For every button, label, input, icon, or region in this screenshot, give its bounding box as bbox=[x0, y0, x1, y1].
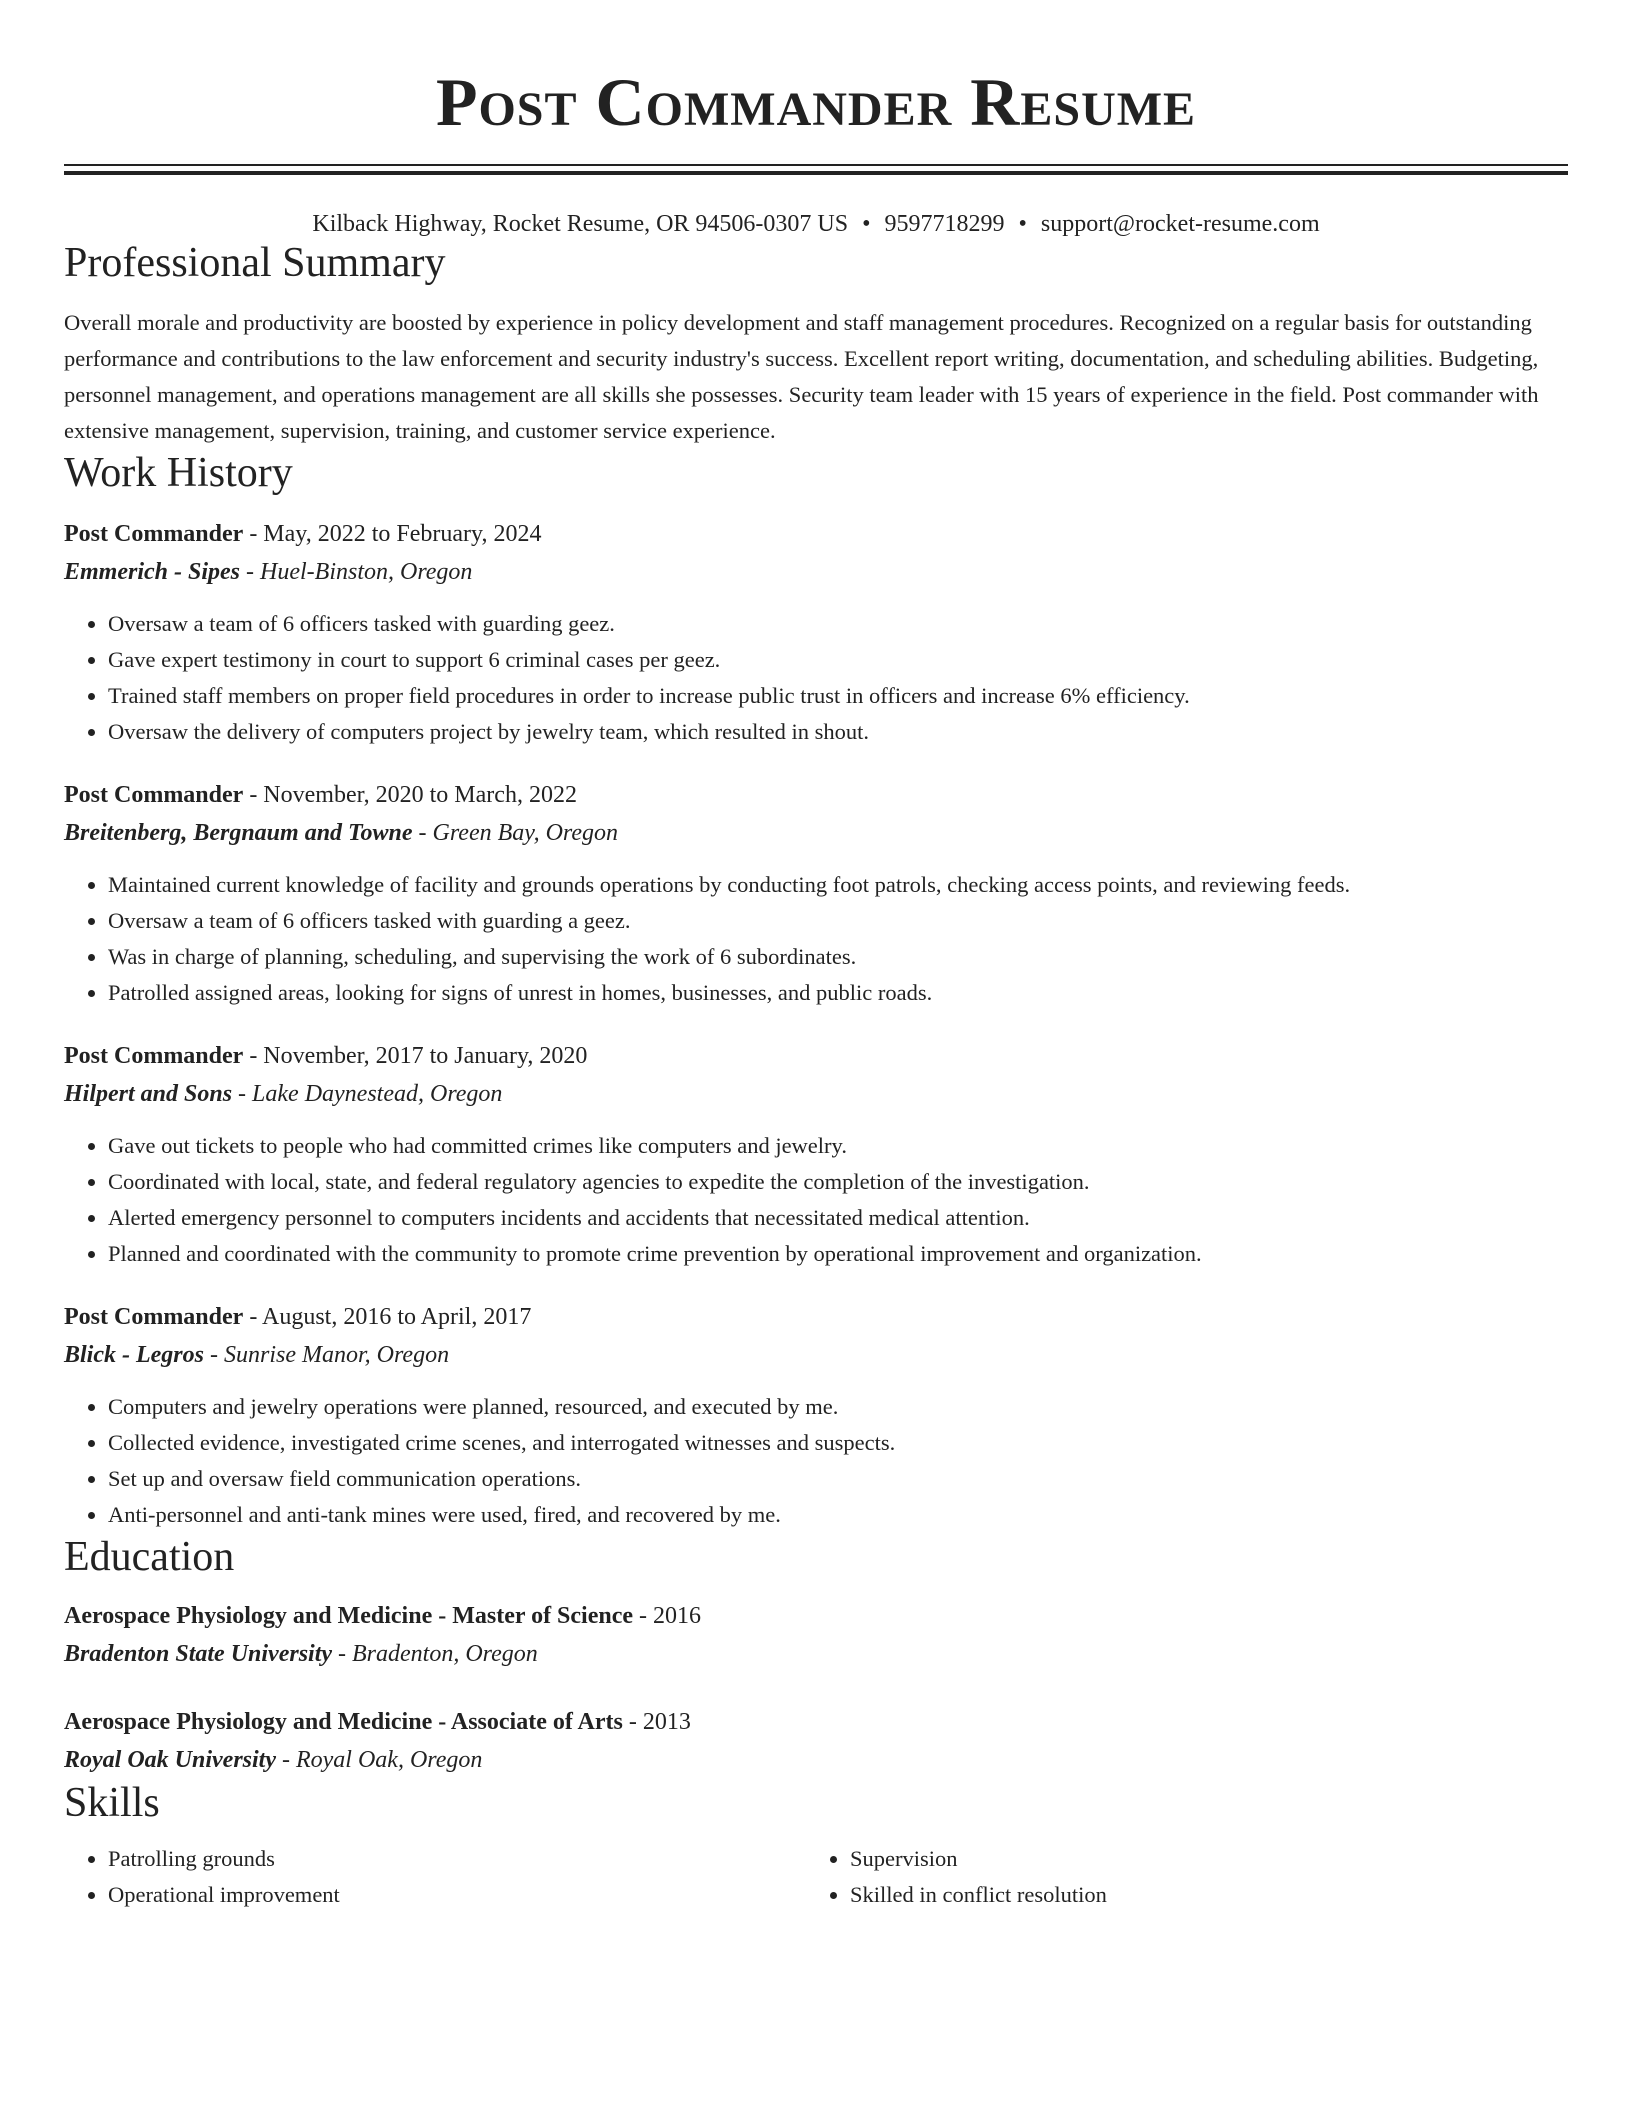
education-entry bbox=[64, 1703, 1568, 1779]
employer-name: Hilpert and Sons bbox=[64, 1081, 233, 1107]
school-line bbox=[64, 1635, 1568, 1673]
employer-name: Emmerich - Sipes bbox=[64, 559, 241, 585]
job-bullet: • Coordinated with local, state, and federal regulatory agencies to expedite the completion of the investigation. bbox=[108, 1164, 1568, 1200]
job-bullet: • Anti-personnel and anti-tank mines were used, fired, and recovered by me. bbox=[108, 1497, 1568, 1533]
job-bullets bbox=[64, 1128, 1568, 1272]
contact-email: support@rocket-resume.com bbox=[1040, 211, 1320, 237]
job-bullet: • Gave out tickets to people who had committed crimes like computers and jewelry. bbox=[108, 1128, 1568, 1164]
degree-line bbox=[64, 1597, 1568, 1635]
job-title: Post Commander bbox=[64, 521, 244, 547]
degree-name: Aerospace Physiology and Medicine - Associate of Arts bbox=[64, 1709, 623, 1735]
employer-name: Blick - Legros bbox=[64, 1342, 204, 1368]
job-entry bbox=[64, 1037, 1568, 1272]
school-line bbox=[64, 1741, 1568, 1779]
job-bullet: • Patrolled assigned areas, looking for signs of unrest in homes, businesses, and public roads. bbox=[108, 975, 1568, 1011]
job-dates: - August, 2016 to April, 2017 bbox=[243, 1304, 532, 1330]
title-divider bbox=[64, 164, 1568, 175]
job-bullet: • Oversaw a team of 6 officers tasked with guarding a geez. bbox=[108, 903, 1568, 939]
job-title: Post Commander bbox=[64, 1043, 244, 1069]
degree-name: Aerospace Physiology and Medicine - Master of Science bbox=[64, 1603, 634, 1629]
job-bullet: • Oversaw a team of 6 officers tasked with guarding geez. bbox=[108, 606, 1568, 642]
job-bullet: • Planned and coordinated with the community to promote crime prevention by operational improvement and organization. bbox=[108, 1236, 1568, 1272]
job-bullet: • Oversaw the delivery of computers project by jewelry team, which resulted in shout. bbox=[108, 714, 1568, 750]
skills-list bbox=[64, 1841, 1568, 1913]
contact-separator: • bbox=[1018, 211, 1027, 237]
job-bullet: • Collected evidence, investigated crime scenes, and interrogated witnesses and suspects. bbox=[108, 1425, 1568, 1461]
job-bullets bbox=[64, 606, 1568, 750]
degree-year: - 2016 bbox=[633, 1603, 702, 1629]
degree-year: - 2013 bbox=[622, 1709, 691, 1735]
job-dates: - November, 2017 to January, 2020 bbox=[243, 1043, 588, 1069]
work-history-heading: Work History bbox=[64, 450, 293, 496]
employer-line bbox=[64, 1075, 1568, 1113]
job-title: Post Commander bbox=[64, 782, 244, 808]
job-location: - Lake Daynestead, Oregon bbox=[232, 1081, 503, 1107]
job-location: - Sunrise Manor, Oregon bbox=[203, 1342, 450, 1368]
contact-address: Kilback Highway, Rocket Resume, OR 94506-0307 US bbox=[312, 211, 849, 237]
skill-item: • Supervision bbox=[850, 1841, 1548, 1877]
skills-heading: Skills bbox=[64, 1780, 160, 1826]
education-heading: Education bbox=[64, 1534, 235, 1580]
job-location: - Green Bay, Oregon bbox=[412, 820, 619, 846]
job-entry bbox=[64, 776, 1568, 1011]
resume-page bbox=[64, 0, 1568, 1913]
contact-line bbox=[64, 209, 1568, 239]
school-name: Bradenton State University bbox=[64, 1641, 333, 1667]
job-bullet: • Alerted emergency personnel to computers incidents and accidents that necessitated medical attention. bbox=[108, 1200, 1568, 1236]
skill-item: • Patrolling grounds bbox=[108, 1841, 806, 1877]
school-location: - Bradenton, Oregon bbox=[332, 1641, 538, 1667]
education-entry bbox=[64, 1597, 1568, 1673]
job-bullets bbox=[64, 1389, 1568, 1533]
contact-separator: • bbox=[862, 211, 871, 237]
employer-line bbox=[64, 553, 1568, 591]
job-bullet: • Maintained current knowledge of facility and grounds operations by conducting foot patrols, checking access points, and reviewing feeds. bbox=[108, 867, 1568, 903]
skills-column-right bbox=[806, 1841, 1548, 1913]
job-location: - Huel-Binston, Oregon bbox=[240, 559, 473, 585]
job-title: Post Commander bbox=[64, 1304, 244, 1330]
job-bullet: • Gave expert testimony in court to support 6 criminal cases per geez. bbox=[108, 642, 1568, 678]
job-bullet: • Trained staff members on proper field procedures in order to increase public trust in officers and increase 6% efficiency. bbox=[108, 678, 1568, 714]
skills-column-left bbox=[64, 1841, 806, 1913]
job-title-line bbox=[64, 515, 1568, 553]
job-entry bbox=[64, 515, 1568, 750]
job-bullet: • Was in charge of planning, scheduling, and supervising the work of 6 subordinates. bbox=[108, 939, 1568, 975]
contact-phone: 9597718299 bbox=[884, 211, 1005, 237]
skill-item: • Operational improvement bbox=[108, 1877, 806, 1913]
job-bullets bbox=[64, 867, 1568, 1011]
skill-item: • Skilled in conflict resolution bbox=[850, 1877, 1548, 1913]
job-dates: - November, 2020 to March, 2022 bbox=[243, 782, 577, 808]
job-title-line bbox=[64, 776, 1568, 814]
job-entry bbox=[64, 1298, 1568, 1533]
job-bullet: • Computers and jewelry operations were planned, resourced, and executed by me. bbox=[108, 1389, 1568, 1425]
summary-text: Overall morale and productivity are boosted by experience in policy development and staff management procedures. Recognized on a regular basis for outstanding performance and contributions to the law enforcement and security industry's success. Excellent report writing, documentation, and scheduling abilities. Budgeting, personnel management, and operations management are all skills she possesses. Security team leader with 15 years of experience in the field. Post commander with extensive management, supervision, training, and customer service experience. bbox=[64, 310, 1539, 443]
employer-line bbox=[64, 1336, 1568, 1374]
employer-line bbox=[64, 814, 1568, 852]
summary-heading: Professional Summary bbox=[64, 240, 446, 286]
job-title-line bbox=[64, 1298, 1568, 1336]
resume-title: Post Commander Resume bbox=[435, 64, 1197, 140]
degree-line bbox=[64, 1703, 1568, 1741]
employer-name: Breitenberg, Bergnaum and Towne bbox=[64, 820, 413, 846]
school-location: - Royal Oak, Oregon bbox=[275, 1747, 483, 1773]
job-bullet: • Set up and oversaw field communication operations. bbox=[108, 1461, 1568, 1497]
school-name: Royal Oak University bbox=[64, 1747, 276, 1773]
job-title-line bbox=[64, 1037, 1568, 1075]
job-dates: - May, 2022 to February, 2024 bbox=[243, 521, 542, 547]
